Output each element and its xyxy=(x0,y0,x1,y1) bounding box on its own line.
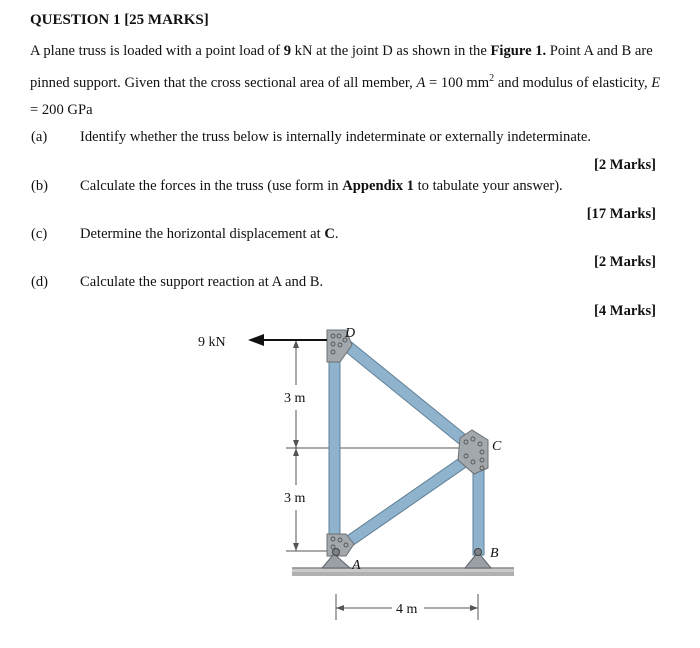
member-ac xyxy=(334,448,482,553)
part-b-text: Calculate the forces in the truss (use form in Appendix 1 to tabulate your answer). xyxy=(80,178,563,194)
joint-a-label: A xyxy=(352,558,361,573)
joint-b-label: B xyxy=(490,546,499,561)
part-d-text: Calculate the support reaction at A and B. xyxy=(80,274,324,290)
dim-upper-label: 3 m xyxy=(284,391,306,406)
question-intro: A plane truss is loaded with a point load of 9 kN at the joint D as shown in the Figure 1. Point A and B are pinned support. Given that the cross sectional area of all member, A = 100 $mm^2$ and modulus of elasticity, E = 200 GPa xyxy=(30,43,661,118)
joint-c-label: C xyxy=(492,439,502,454)
joint-d-label: D xyxy=(345,326,356,341)
part-a-marks: [2 Marks] xyxy=(593,157,656,173)
dim-lower-label: 3 m xyxy=(284,491,306,506)
part-b-label: (b) xyxy=(31,178,49,194)
load-arrow xyxy=(248,334,327,346)
ground xyxy=(292,568,514,576)
part-a-label: (a) xyxy=(31,129,48,145)
part-b-marks: [17 Marks] xyxy=(586,206,656,222)
load-label: 9 kN xyxy=(198,335,226,350)
member-ad xyxy=(329,340,340,555)
part-a-text: Identify whether the truss below is internally indeterminate or externally indeterminate. xyxy=(80,129,592,145)
part-d-marks: [4 Marks] xyxy=(593,303,656,319)
dim-horizontal-label: 4 m xyxy=(396,602,418,617)
part-c-text: Determine the horizontal displacement at C. xyxy=(80,226,339,242)
part-c-label: (c) xyxy=(31,226,48,242)
part-d-label: (d) xyxy=(31,274,49,290)
support-b xyxy=(465,549,491,569)
part-c-marks: [2 Marks] xyxy=(593,254,656,270)
question-title: QUESTION 1 [25 MARKS] xyxy=(30,12,209,28)
